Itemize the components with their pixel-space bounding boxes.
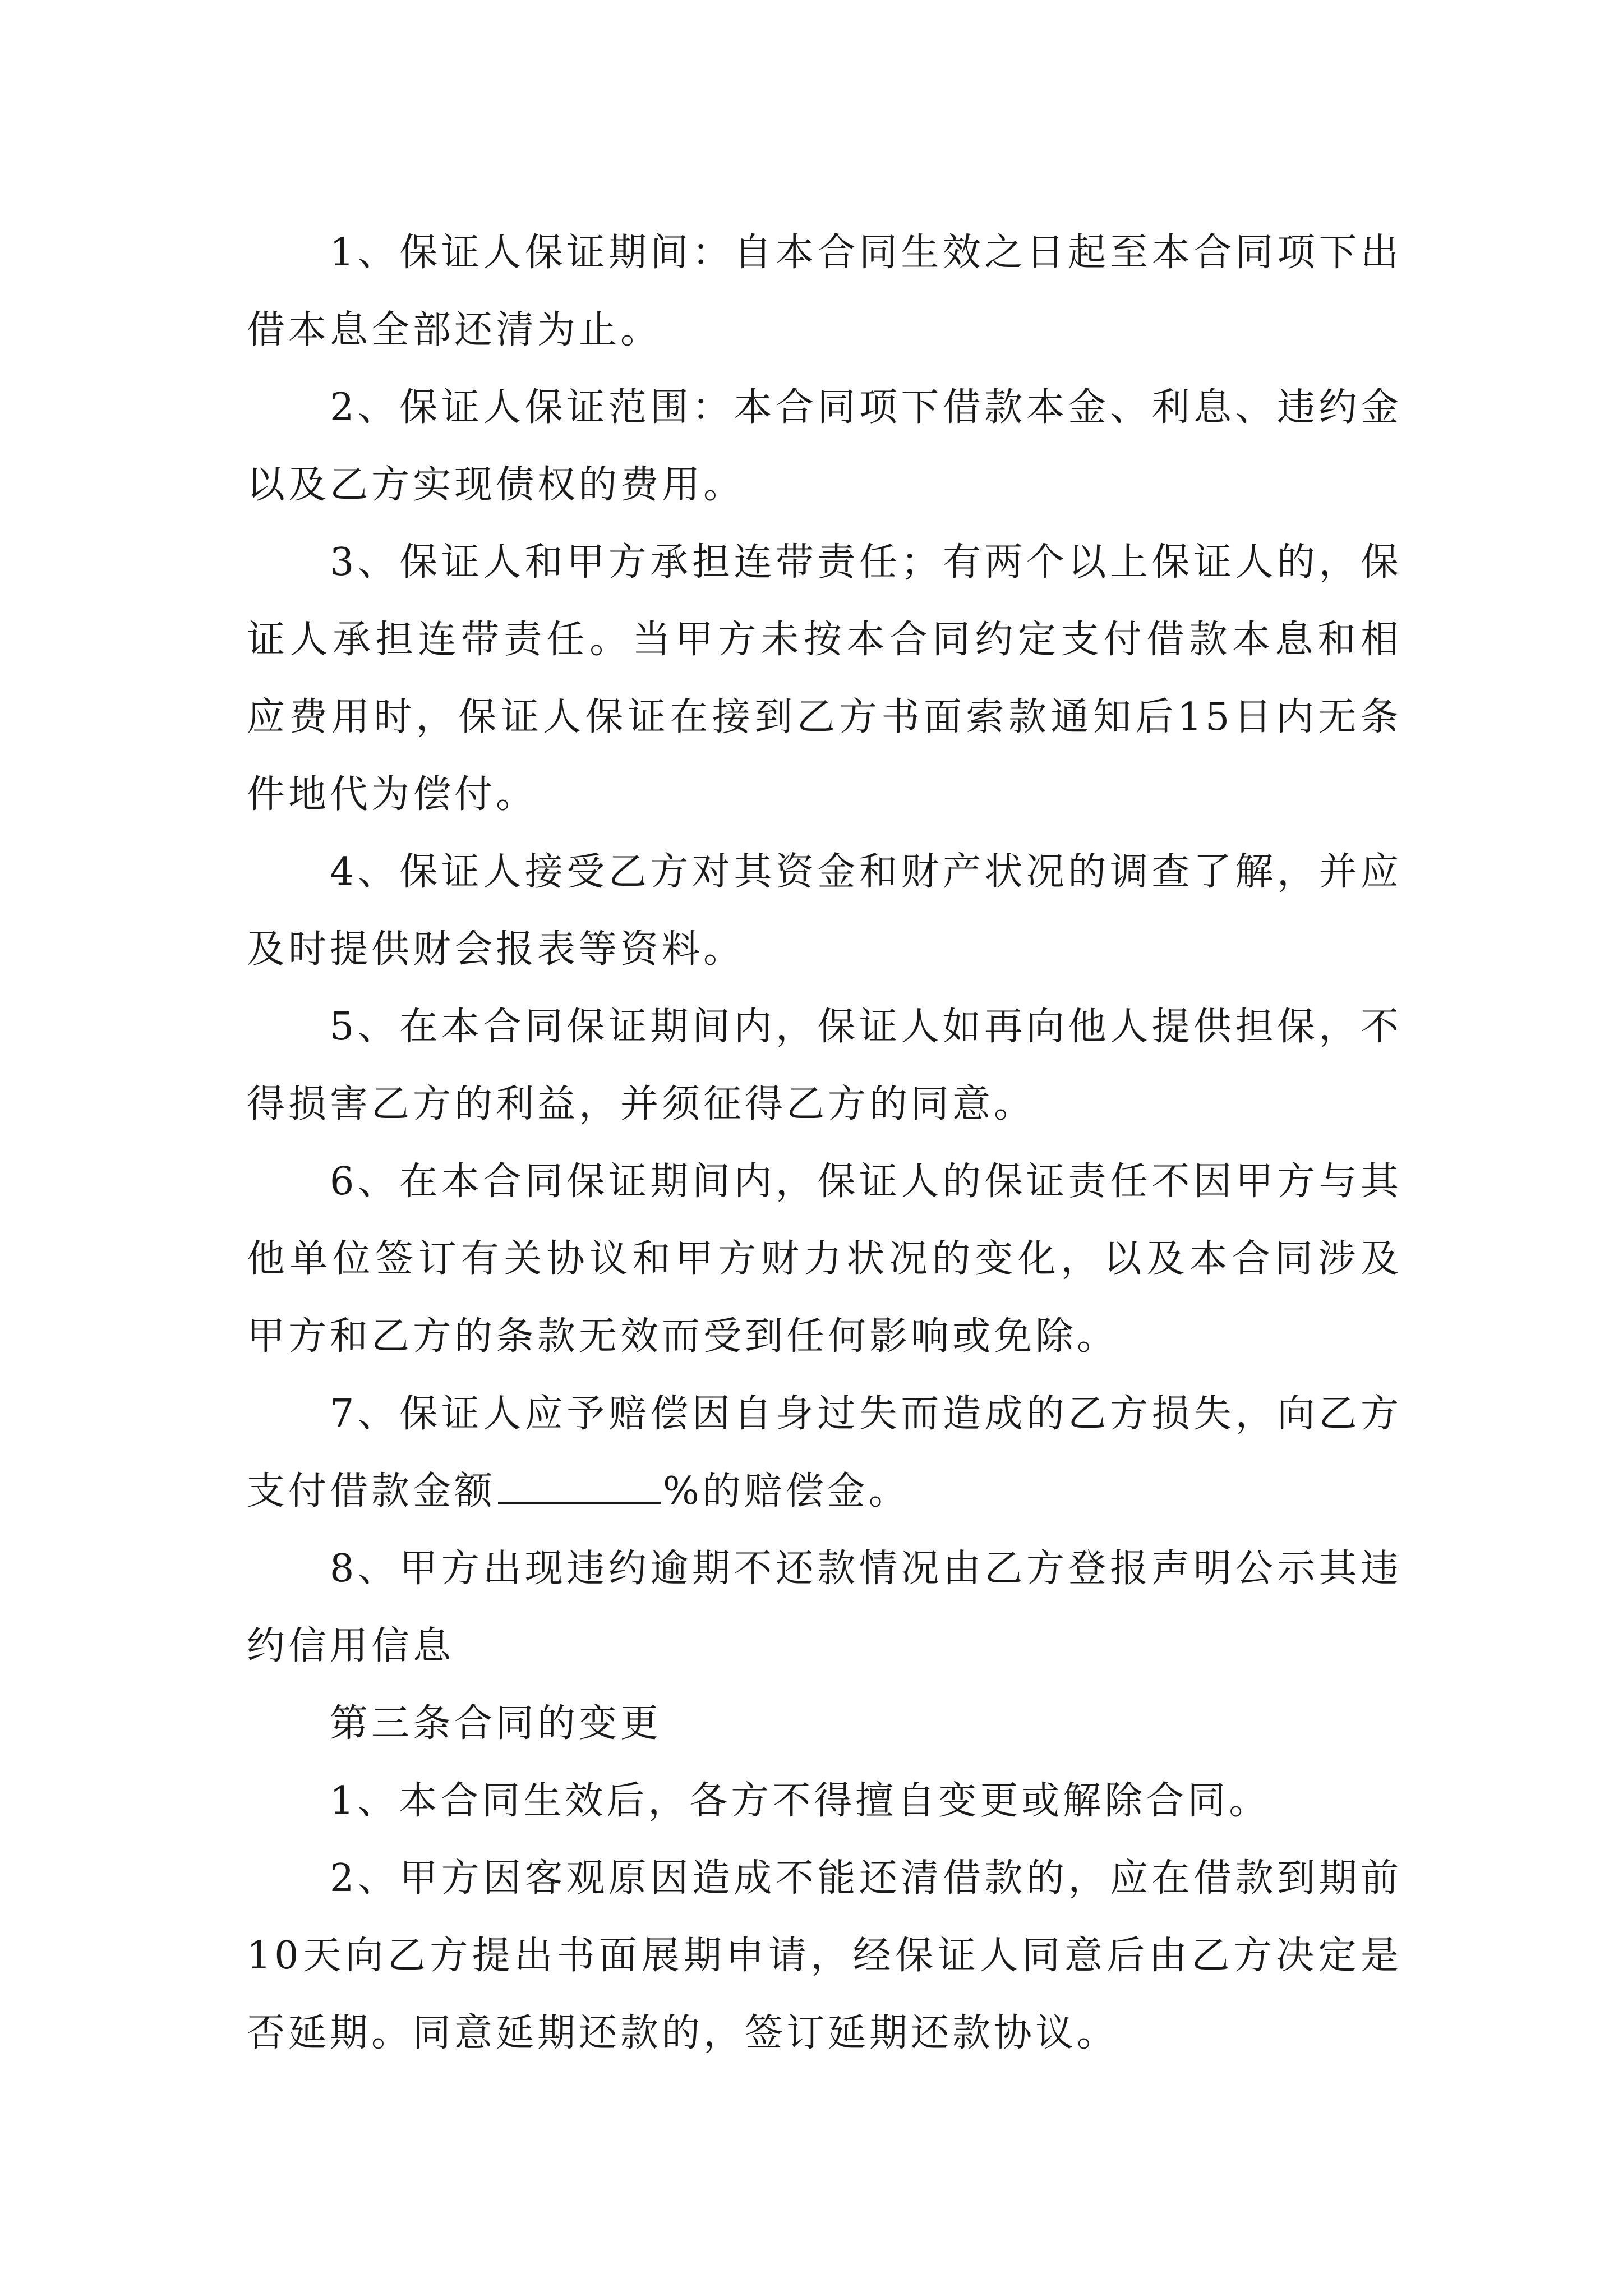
clause-3: 3、保证人和甲方承担连带责任；有两个以上保证人的，保证人承担连带责任。当甲方未按本合同约定支付借款本息和相应费用时，保证人保证在接到乙方书面索款通知后15日内无条件地代为偿付。 xyxy=(247,540,1402,817)
clause-7 xyxy=(247,1375,1402,1530)
section-heading: 第三条合同的变更 xyxy=(330,1701,662,1746)
section-clause-1: 1、本合同生效后，各方不得擅自变更或解除合同。 xyxy=(330,1779,1271,1823)
section-clause-2: 2、甲方因客观原因造成不能还清借款的，应在借款到期前10天向乙方提出书面展期申请，经保证人同意后由乙方决定是否延期。同意延期还款的，签订延期还款协议。 xyxy=(247,1856,1402,2055)
clause-1: 1、保证人保证期间：自本合同生效之日起至本合同项下出借本息全部还清为止。 xyxy=(247,231,1402,352)
clause-7-text-before: 7、保证人应予赔偿因自身过失而造成的乙方损失，向乙方支付借款金额 xyxy=(247,1392,1402,1513)
clause-8: 8、甲方出现违约逾期不还款情况由乙方登报声明公示其违约信用信息 xyxy=(247,1547,1402,1668)
clause-7-text-after: %的赔偿金。 xyxy=(663,1469,910,1513)
contract-text xyxy=(247,214,1402,2072)
percentage-blank-field xyxy=(498,1470,661,1504)
clause-2: 2、保证人保证范围：本合同项下借款本金、利息、违约金以及乙方实现债权的费用。 xyxy=(247,385,1402,507)
clause-6: 6、在本合同保证期间内，保证人的保证责任不因甲方与其他单位签订有关协议和甲方财力状况的变化，以及本合同涉及甲方和乙方的条款无效而受到任何影响或免除。 xyxy=(247,1159,1402,1359)
clause-4: 4、保证人接受乙方对其资金和财产状况的调查了解，并应及时提供财会报表等资料。 xyxy=(247,850,1402,972)
clause-5: 5、在本合同保证期间内，保证人如再向他人提供担保，不得损害乙方的利益，并须征得乙方的同意。 xyxy=(247,1005,1402,1126)
